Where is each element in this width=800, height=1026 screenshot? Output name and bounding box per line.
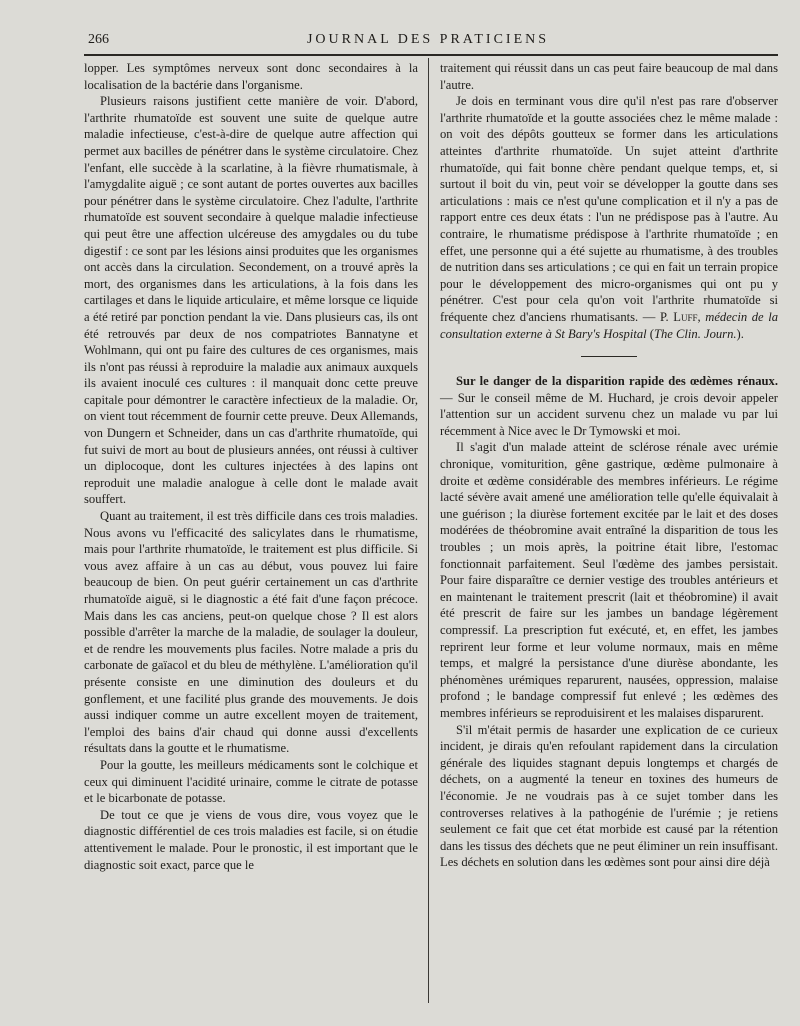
paragraph: lopper. Les symptômes nerveux sont donc secondaires à la localisation de la bactérie dans l'organisme. (84, 61, 418, 92)
column-divider (428, 58, 429, 1003)
paragraph: Pour la goutte, les meilleurs médicaments sont le colchique et ceux qui diminuent l'acidité urinaire, comme le citrate de potasse et le bicarbonate de potasse. (84, 757, 418, 806)
paragraph: S'il m'était permis de hasarder une explication de ce curieux incident, je dirais qu'en refoulant rapidement dans la circulation générale des liquides stagnant depuis longtemps et chargés de déchets, on a augmenté la teneur en toxines des humeurs de l'économie. Je ne voudrais pas à ce sujet tomber dans les controverses relatives à la pathogénie de l'urémie ; je retiens seulement ce fait que cet état morbide est causé par la rétention dans les tissus des déchets que ne peut éliminer un rein insuffisant. Les déchets en solution dans les œdèmes sont pour ainsi dire déjà (440, 722, 778, 870)
left-column (84, 60, 418, 873)
source-journal: The Clin. Journ. (653, 326, 737, 341)
page-number: 266 (88, 32, 109, 47)
section-separator (581, 356, 637, 357)
journal-title: JOURNAL DES PRATICIENS (306, 32, 550, 47)
signature: P. Luff, médecin de la consultation externe à St Bary's Hospital (The Clin. Journ.). (440, 309, 779, 341)
page-header (78, 26, 778, 54)
paragraph-text: Je dois en terminant vous dire qu'il n'est pas rare d'observer l'arthrite rhumatoïde et la goutte associées chez le même malade : on voit des dépôts goutteux se former dans les articulations atteintes d'arthrite rhumatoïde. Un sujet atteint d'arthrite rhumatoïde, qui fait bonne chère pendant quelque temps, et, si surtout il boit du vin, peut voir se développer la goutte dans ses articulations : mais ce n'est qu'une complication et il n'y a pas de rapport entre ces deux états : l'un ne prédispose pas à l'autre. Au contraire, le rhumatisme prédispose à l'arthrite rhumatoïde ; en effet, une personne qui a été sujette au rhumatisme, à des troubles de nutrition dans ses articulations ; ce qui en fait un terrain propice pour le développement des micro-organismes qui ont pu y pénétrer. C'est pour cela qu'on voit l'arthrite rhumatoïde si fréquente chez d'anciens rhumatisants. — (440, 94, 778, 324)
right-column (440, 60, 778, 871)
section-intro: — Sur le conseil même de M. Huchard, je crois devoir appeler l'attention sur un accident survenu chez un malade vu par lui récemment à Nice avec le Dr Tymowski et moi. (440, 390, 778, 438)
paragraph-with-signature (440, 93, 778, 342)
paragraph: Plusieurs raisons justifient cette manière de voir. D'abord, l'arthrite rhumatoïde est souvent une suite de quelque autre maladie infectieuse, c'est-à-dire de quelque autre affection qui permet aux bacilles de pénétrer dans le système circulatoire. Chez l'enfant, elle succède à la scarlatine, à la fièvre rhumatismale, à l'amygdalite aiguë ; ce sont autant de portes ouvertes aux bacilles pour pénétrer dans le système circulatoire. Chez l'adulte, l'arthrite rhumatoïde est souvent secondaire à quelque maladie infectieuse qui peut être une affection ulcéreuse des amygdales ou du tube digestif : ce sont par les lésions ainsi produites que les organismes ont accès dans la circulation. Secondement, on a trouvé après la mort, des organismes dans les articulations, à la fois dans les cartilages et dans le liquide articulaire, et même lorsque ce liquide a été retiré par ponction pendant la vie. Dans plusieurs cas, ils ont été retrouvés par deux de nos compatriotes Bannatyne et Wohlmann, qui ont pu faire des cultures de ces organismes, mais ils n'ont pas réussi à reproduire la maladie aux animaux auxquels ils avaient inoculé ces cultures : il manquait donc cette preuve capitale pour démontrer le caractère infectieux de la maladie. Or, on vient tout récemment de fournir cette preuve. Deux Allemands, von Dungern et Schneider, dans un cas d'arthrite rhumatoïde, qui fut suivi de mort au bout de plusieurs années, ont réussi à cultiver un diplocoque, dont les cultures injectées à des lapins ont reproduit une maladie analogue à celle dont le malade avait souffert. (84, 94, 418, 507)
header-rule (84, 54, 778, 56)
author-name: P. Luff (659, 309, 698, 324)
paragraph: De tout ce que je viens de vous dire, vous voyez que le diagnostic différentiel de ces trois maladies est facile, si on étudie attentivement le malade. Pour le pronostic, il est important que le diagnostic soit exact, parce que le (84, 807, 418, 872)
paragraph: Il s'agit d'un malade atteint de sclérose rénale avec urémie chronique, vomiturition, gêne gastrique, œdème pulmonaire à droite et œdème considérable des membres inférieurs. Le régime lacté sévère avait amené une amélioration telle qu'elle équivalait à une guérison ; la diurèse fortement excitée par le lait et des doses modérées de théobromine avait entraîné la disparition de tous les troubles ; un mois après, la poitrine était libre, l'estomac fonctionnait parfaitement. Seul l'œdème des jambes persistait. Pour faire disparaître ce dernier vestige des troubles antérieurs et en maintenant le traitement prescrit (lait et théobromine) il avait été prescrit de faire sur les jambes un bandage légèrement compressif. La prescription fut exécuté, et, en effet, les jambes reprirent leur forme et leur volume normaux, mais en même temps, et malgré la persistance d'une diurèse abondante, les phénomènes urémiques reparurent, nausées, oppression, malaise profond ; le bandage compressif fut enlevé ; les œdèmes des membres inférieurs se reproduisirent et les malaises disparurent. (440, 440, 778, 720)
paragraph: traitement qui réussit dans un cas peut faire beaucoup de mal dans l'autre. (440, 61, 778, 92)
author-role: médecin de la consultation externe à St Bary's Hospital (440, 309, 779, 341)
section-opening (440, 373, 778, 439)
section-title: Sur le danger de la disparition rapide des œdèmes rénaux. (456, 374, 778, 389)
paragraph: Quant au traitement, il est très difficile dans ces trois maladies. Nous avons vu l'efficacité des salicylates dans le rhumatisme, mais pour l'arthrite rhumatoïde, le traitement est plus difficile. Si vous avez affaire à un cas au début, vous pouvez lui faire beaucoup de bien. On peut guérir certainement un cas d'arthrite rhumatoïde aiguë, si le diagnostic a été fait d'une façon précoce. Mais dans les cas anciens, peut-on quelque chose ? Il est alors possible d'arrêter la marche de la maladie, de soulager la douleur, et de rendre les mouvements plus faciles. Notre malade a pris du carbonate de gaïacol et du bleu de méthylène. L'amélioration qu'il présente consiste en une diminution des douleurs et du gonflement, et une facilité plus grande des mouvements. Je dois aussi indiquer comme un autre excellent moyen de traitement, l'emploi des bains d'air chaud qui donne aussi d'excellents résultats dans la goutte et le rhumatisme. (84, 509, 418, 756)
